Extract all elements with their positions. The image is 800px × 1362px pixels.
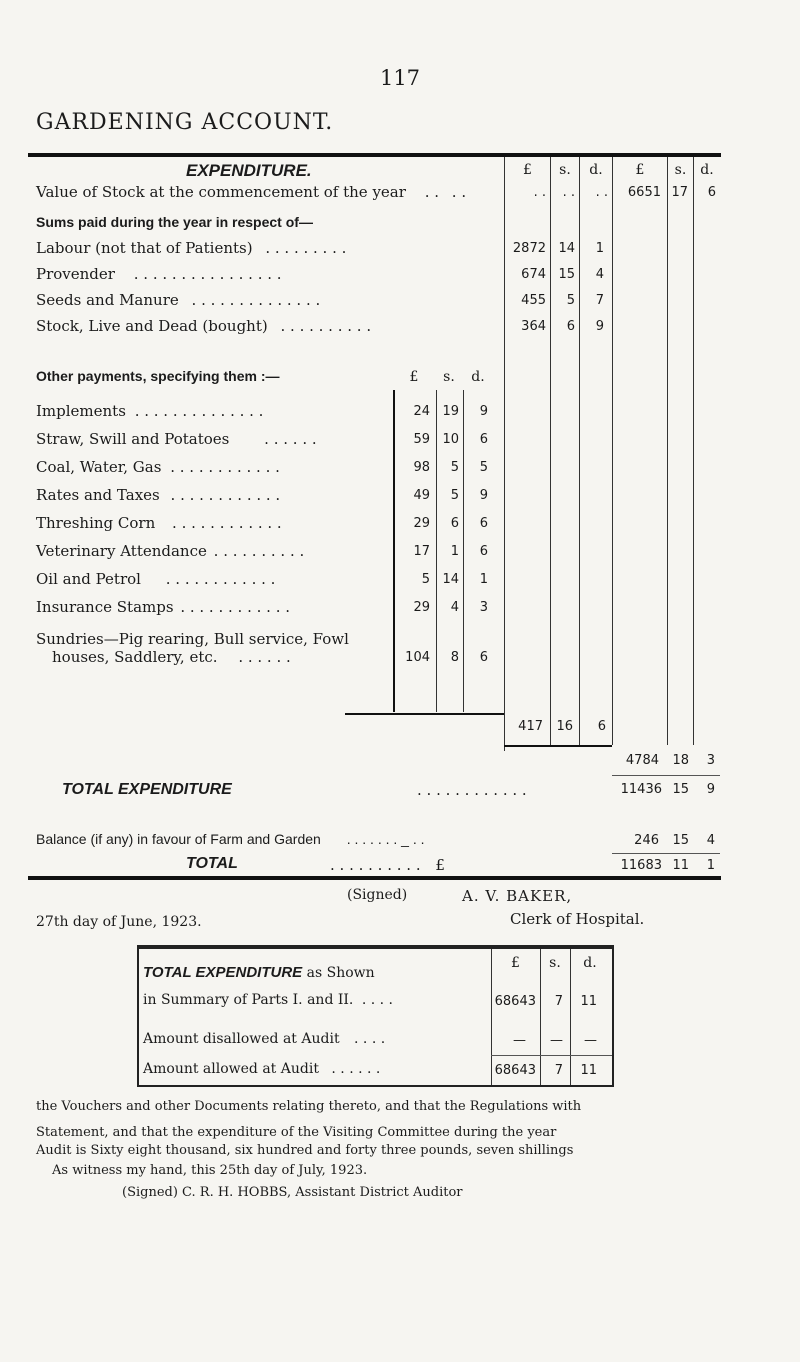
provender-pounds: 674 (521, 267, 546, 282)
stock-start-mid-shillings: . . (562, 185, 575, 200)
closing-line-1: the Vouchers and other Documents relating thereto, and that the Regulations with (36, 1099, 582, 1114)
implements-pounds: 24 (413, 404, 430, 419)
disallowed-pence: — (584, 1033, 597, 1048)
disallowed-pounds: — (513, 1033, 526, 1048)
provender-label: Provender . . . . . . . . . . . . . . . . (36, 265, 282, 283)
labour-label: Labour (not that of Patients) . . . . . . . . . (36, 239, 347, 257)
stock-start-mid-pence: . . (595, 185, 608, 200)
total-expenditure-pence: 9 (706, 782, 715, 797)
rates-pounds: 49 (413, 488, 430, 503)
provender-pence: 4 (595, 267, 604, 282)
total-label: TOTAL (186, 855, 238, 872)
threshing-shillings: 6 (450, 516, 459, 531)
total-pence: 1 (706, 858, 715, 873)
mid-pounds-header: £ (523, 162, 532, 178)
stock-start-mid-pounds: . . (533, 185, 546, 200)
veterinary-pounds: 17 (413, 544, 430, 559)
straw-pounds: 59 (413, 432, 430, 447)
straw-shillings: 10 (442, 432, 459, 447)
closing-line-3: Audit is Sixty eight thousand, six hundred and forty three pounds, seven shillings (36, 1143, 574, 1158)
total-expenditure-pounds: 11436 (620, 782, 662, 797)
insurance-pence: 3 (479, 600, 488, 615)
veterinary-pence: 6 (479, 544, 488, 559)
veterinary-shillings: 1 (450, 544, 459, 559)
signatory-title: Clerk of Hospital. (510, 910, 645, 928)
stock-start-total-pence: 6 (707, 185, 716, 200)
total-expenditure-label: TOTAL EXPENDITURE (62, 781, 232, 798)
total-pounds: 11683 (620, 858, 662, 873)
oil-shillings: 14 (442, 572, 459, 587)
carried-shillings: 18 (672, 753, 689, 768)
summary-shillings-header: s. (549, 955, 561, 971)
account-heading: GARDENING ACCOUNT. (36, 110, 334, 135)
other-subtotal-pence: 6 (597, 719, 606, 734)
stock-start-total-shillings: 17 (671, 185, 688, 200)
closing-line-4: As witness my hand, this 25th day of July, 1923. (52, 1163, 368, 1178)
sundries-label-line1: Sundries—Pig rearing, Bull service, Fowl (36, 630, 349, 648)
allowed-pence: 11 (580, 1063, 597, 1078)
mid-shillings-header: s. (559, 162, 571, 178)
summary-pounds-header: £ (511, 955, 520, 971)
stock-bought-shillings: 6 (566, 319, 575, 334)
stock-start-label: Value of Stock at the commencement of the year . . . . (36, 183, 467, 201)
carried-rule (504, 745, 612, 747)
top-rule (28, 153, 721, 157)
stock-bought-label: Stock, Live and Dead (bought) . . . . . . . . . . (36, 317, 372, 335)
oil-pounds: 5 (421, 572, 430, 587)
total-dots: . . . . . . . . . . £ (330, 856, 445, 874)
disallowed-shillings: — (550, 1033, 563, 1048)
signature-date: 27th day of June, 1923. (36, 914, 202, 930)
stock-bought-pence: 9 (595, 319, 604, 334)
labour-shillings: 14 (558, 241, 575, 256)
mid-pence-header: d. (589, 162, 603, 178)
sundries-pounds: 104 (405, 650, 430, 665)
threshing-pence: 6 (479, 516, 488, 531)
labour-pence: 1 (595, 241, 604, 256)
implements-shillings: 19 (442, 404, 459, 419)
total-expenditure-dots: . . . . . . . . . . . . (417, 781, 527, 799)
implements-label: Implements . . . . . . . . . . . . . . (36, 402, 264, 420)
subtotal-rule (345, 713, 504, 715)
col-line-total-d (693, 157, 694, 745)
coal-pounds: 98 (413, 460, 430, 475)
carried-pence: 3 (706, 753, 715, 768)
rates-shillings: 5 (450, 488, 459, 503)
insurance-shillings: 4 (450, 600, 459, 615)
carried-pounds: 4784 (625, 753, 659, 768)
summary-pence: 11 (580, 994, 597, 1009)
oil-pence: 1 (479, 572, 488, 587)
coal-pence: 5 (479, 460, 488, 475)
signatory-name: A. V. BAKER, (462, 887, 573, 905)
seeds-pounds: 455 (521, 293, 546, 308)
implements-pence: 9 (479, 404, 488, 419)
balance-pence: 4 (706, 833, 715, 848)
oil-label: Oil and Petrol . . . . . . . . . . . . (36, 570, 276, 588)
summary-pence-header: d. (583, 955, 597, 971)
closing-line-2: Statement, and that the expenditure of the Visiting Committee during the year (36, 1125, 557, 1140)
sub-pence-header: d. (471, 369, 485, 385)
other-subtotal-pounds: 417 (518, 719, 543, 734)
labour-pounds: 2872 (512, 241, 546, 256)
allowed-pounds: 68643 (494, 1063, 536, 1078)
sundries-label-line2: houses, Saddlery, etc. . . . . . . (52, 648, 291, 666)
audit-summary-box (137, 945, 614, 1087)
closing-line-5: (Signed) C. R. H. HOBBS, Assistant District Auditor (122, 1185, 463, 1200)
veterinary-label: Veterinary Attendance . . . . . . . . . . (36, 542, 305, 560)
disallowed-label: Amount disallowed at Audit . . . . (143, 1031, 386, 1047)
total-exp-rule (612, 775, 720, 776)
seeds-shillings: 5 (566, 293, 575, 308)
allowed-rule (491, 1055, 612, 1056)
straw-pence: 6 (479, 432, 488, 447)
total-rule (612, 853, 720, 854)
insurance-label: Insurance Stamps . . . . . . . . . . . . (36, 598, 290, 616)
total-pence-header: d. (700, 162, 714, 178)
insurance-pounds: 29 (413, 600, 430, 615)
coal-label: Coal, Water, Gas . . . . . . . . . . . . (36, 458, 280, 476)
sub-pounds-header: £ (409, 369, 419, 385)
stock-start-total-pounds: 6651 (627, 185, 661, 200)
signed-label: (Signed) (347, 887, 408, 903)
straw-label: Straw, Swill and Potatoes . . . . . . (36, 430, 317, 448)
col-line-total-left (612, 157, 613, 745)
other-subtotal-shillings: 16 (556, 719, 573, 734)
coal-shillings: 5 (450, 460, 459, 475)
sub-shillings-header: s. (443, 369, 455, 385)
sub-col-line-left (393, 390, 395, 712)
balance-label: Balance (if any) in favour of Farm and Garden . . . . . . . _ . . (36, 831, 425, 847)
summary-title: TOTAL EXPENDITURE as Shown (143, 964, 375, 981)
threshing-pounds: 29 (413, 516, 430, 531)
summary-pounds: 68643 (494, 994, 536, 1009)
allowed-label: Amount allowed at Audit . . . . . . (143, 1061, 381, 1077)
summary-shillings: 7 (554, 994, 563, 1009)
bottom-rule (28, 876, 721, 880)
provender-shillings: 15 (558, 267, 575, 282)
expenditure-header: EXPENDITURE. (186, 161, 312, 180)
seeds-label: Seeds and Manure . . . . . . . . . . . . . . (36, 291, 321, 309)
total-shillings-header: s. (674, 162, 687, 178)
sundries-shillings: 8 (450, 650, 459, 665)
summary-line2: in Summary of Parts I. and II. . . . . (143, 992, 393, 1008)
threshing-label: Threshing Corn . . . . . . . . . . . . (36, 514, 282, 532)
allowed-shillings: 7 (554, 1063, 563, 1078)
sums-paid-label: Sums paid during the year in respect of— (36, 214, 313, 230)
rates-pence: 9 (479, 488, 488, 503)
page-number: 117 (379, 66, 421, 90)
balance-pounds: 246 (634, 833, 659, 848)
total-pounds-header: £ (635, 162, 645, 178)
total-shillings: 11 (672, 858, 689, 873)
rates-label: Rates and Taxes . . . . . . . . . . . . (36, 486, 281, 504)
seeds-pence: 7 (595, 293, 604, 308)
other-payments-label: Other payments, specifying them :— (36, 368, 280, 384)
sundries-pence: 6 (479, 650, 488, 665)
col-line-total-s (667, 157, 668, 745)
total-expenditure-shillings: 15 (672, 782, 689, 797)
stock-bought-pounds: 364 (521, 319, 546, 334)
balance-shillings: 15 (672, 833, 689, 848)
